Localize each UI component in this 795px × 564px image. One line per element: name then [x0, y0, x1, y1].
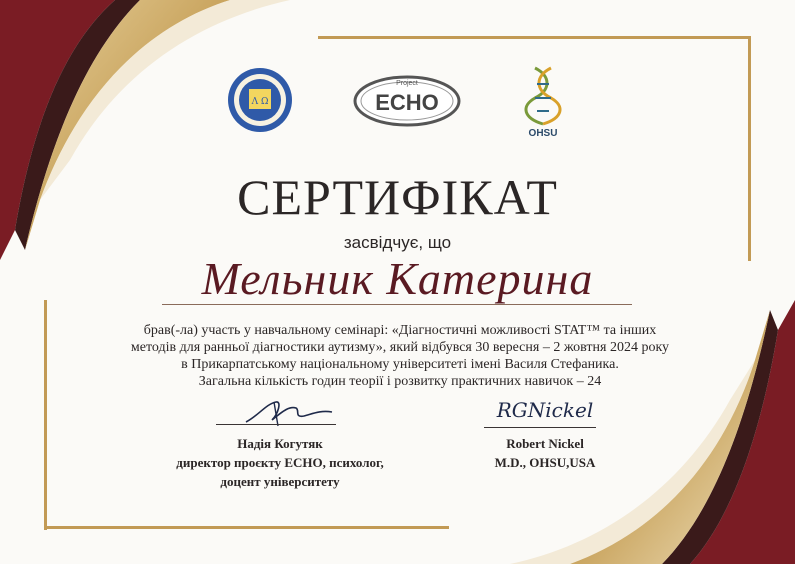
- svg-text:OHSU: OHSU: [528, 128, 558, 138]
- right-signatory-name: Robert Nickel: [506, 436, 584, 451]
- left-signatory-role: доцент університету: [220, 474, 340, 489]
- right-signature-script: RGNickel: [496, 398, 594, 422]
- svg-text:ECHO: ECHO: [375, 90, 439, 115]
- svg-text:Project: Project: [396, 80, 418, 87]
- right-signatory-role: M.D., OHSU,USA: [494, 455, 596, 470]
- recipient-underline: [162, 304, 632, 305]
- left-signatory: [150, 434, 410, 491]
- frame-line-bottom: [44, 526, 449, 529]
- body-line: Загальна кількість годин теорії і розвитку практичних навичок – 24: [198, 374, 602, 389]
- frame-line-top: [318, 36, 751, 39]
- project-echo-logo: [352, 70, 462, 128]
- logo-row: [0, 62, 795, 142]
- left-signatory-role: директор проєкту ECHO, психолог,: [176, 455, 384, 470]
- body-line: в Прикарпатському національному університеті імені Василя Стефаника.: [181, 357, 619, 372]
- left-signatory-name: Надія Когутяк: [237, 436, 323, 451]
- certificate-subtitle: засвідчує, що: [343, 233, 452, 252]
- right-signature-line: [484, 427, 596, 428]
- certificate-body: [120, 322, 680, 390]
- ohsu-logo: [517, 64, 569, 138]
- recipient-name: Мельник Катерина: [201, 253, 594, 304]
- body-line: методів для ранньої діагностики аутизму», який відбувся 30 вересня – 2 жовтня 2024 року: [130, 340, 670, 355]
- right-signatory: [470, 434, 620, 472]
- university-seal-logo: [226, 66, 294, 134]
- certificate-title: СЕРТИФІКАТ: [237, 169, 558, 225]
- body-line: брав(-ла) участь у навчальному семінарі: «Діагностичні можливості STAT™ та інших: [143, 323, 657, 338]
- left-signature-line: [216, 424, 336, 425]
- frame-line-left: [44, 300, 47, 530]
- svg-text:Λ Ω: Λ Ω: [251, 97, 269, 107]
